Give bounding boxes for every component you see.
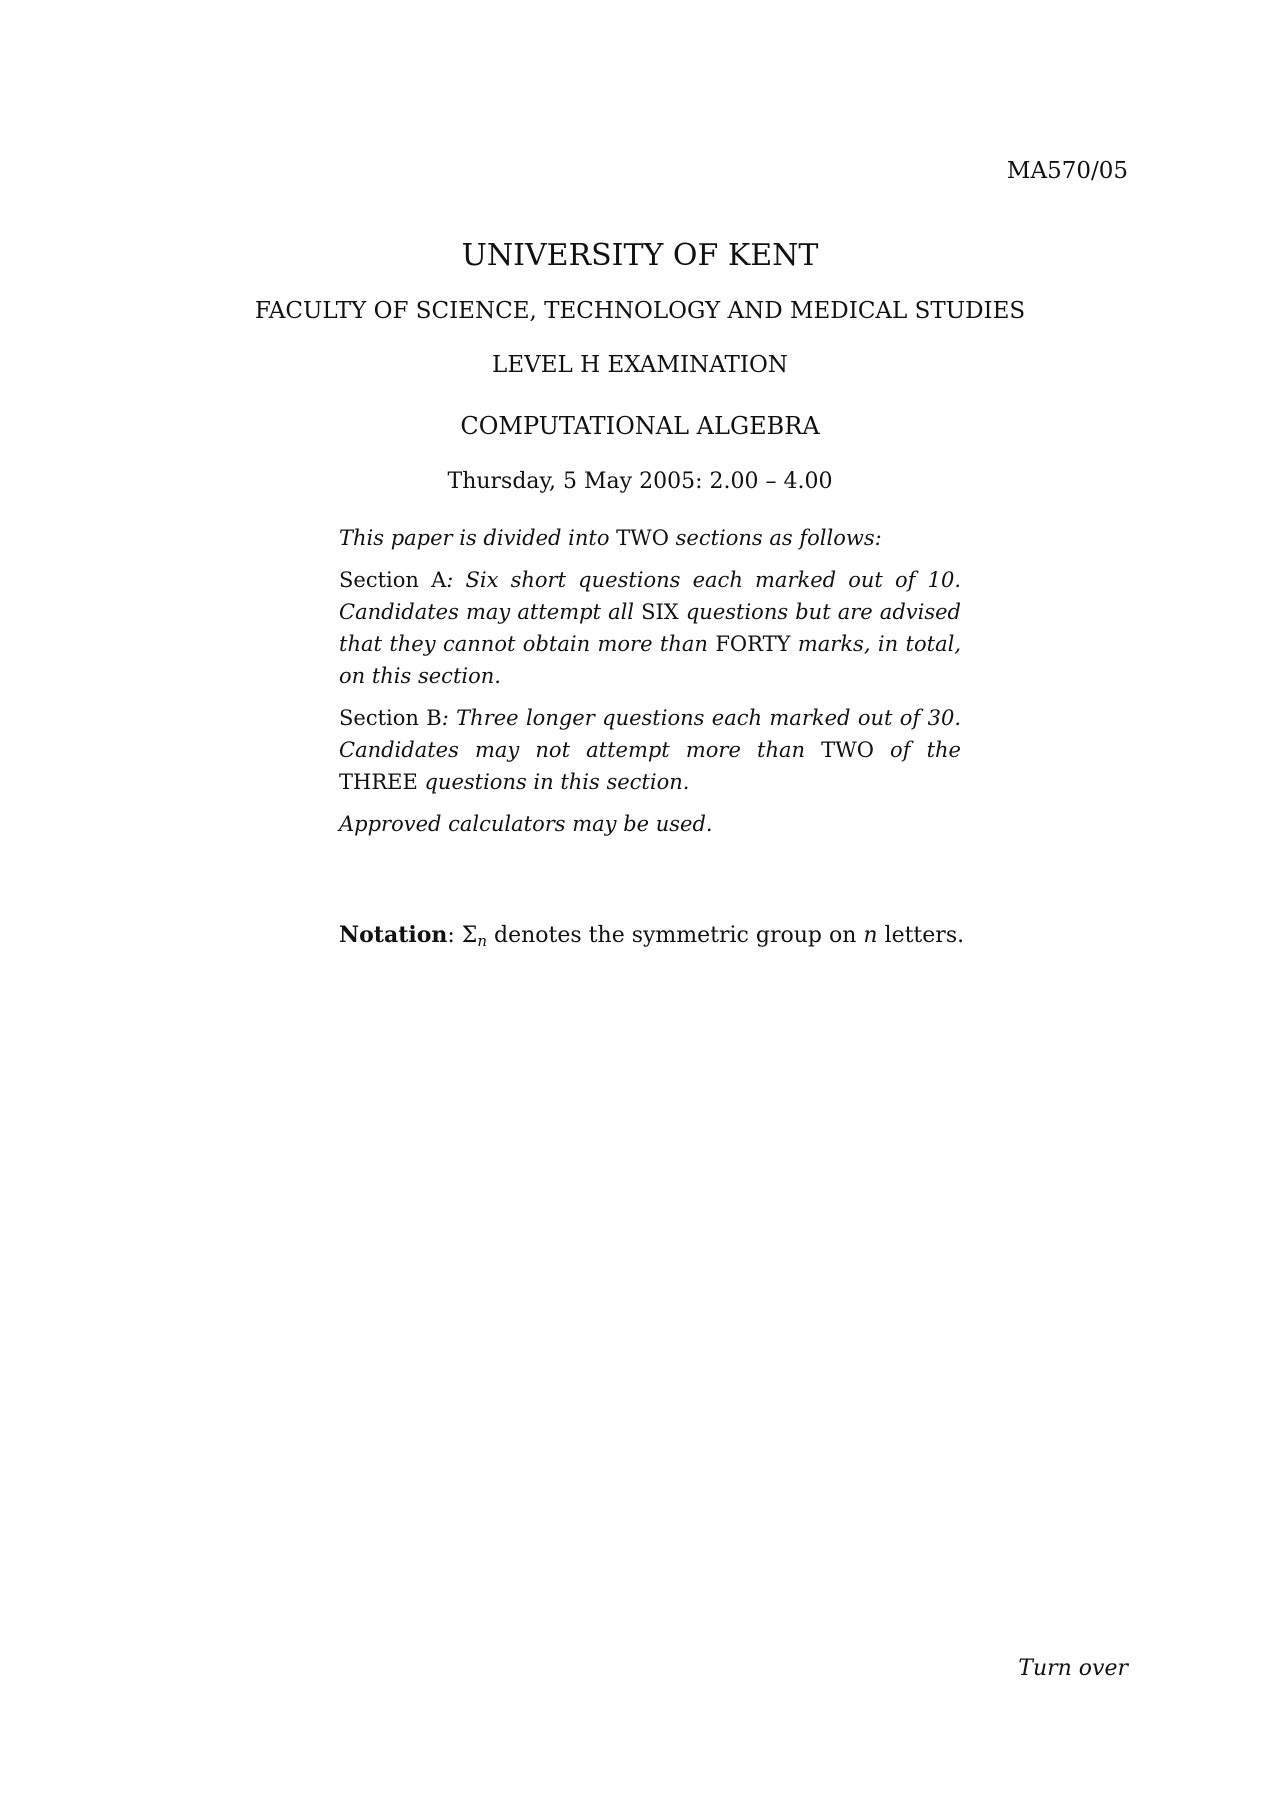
sigma-symbol: Σ: [461, 923, 478, 948]
course-title: COMPUTATIONAL ALGEBRA: [460, 412, 820, 440]
section-b-paragraph: Section B: Three longer questions each marked out of 30. Candidates may not attempt more than TWO of the THREE questions in this section.: [339, 706, 961, 794]
turn-over-note: Turn over: [1018, 1656, 1128, 1681]
faculty-name: FACULTY OF SCIENCE, TECHNOLOGY AND MEDICAL STUDIES: [254, 298, 1026, 324]
exam-date: Thursday, 5 May 2005: 2.00 – 4.00: [447, 469, 833, 494]
intro-paragraph: This paper is divided into TWO sections as follows:: [339, 526, 882, 550]
notation-line: Notation: $\Sigma_n$ denotes the symmetric group on n letters.: [339, 922, 965, 950]
section-a-paragraph: Section A: Six short questions each marked out of 10. Candidates may attempt all SIX questions but are advised that they cannot obtain more than FORTY marks, in total, on this section.: [339, 568, 961, 688]
university-name: UNIVERSITY OF KENT: [461, 238, 819, 273]
paper-code: MA570/05: [1006, 158, 1128, 184]
section-b-label: Section B: [339, 706, 442, 730]
instructions-block: [339, 522, 961, 850]
section-a-label: Section A: [339, 568, 447, 592]
exam-level: LEVEL H EXAMINATION: [492, 352, 788, 378]
calculators-note: Approved calculators may be used.: [339, 812, 713, 836]
notation-label: Notation: [339, 922, 448, 948]
